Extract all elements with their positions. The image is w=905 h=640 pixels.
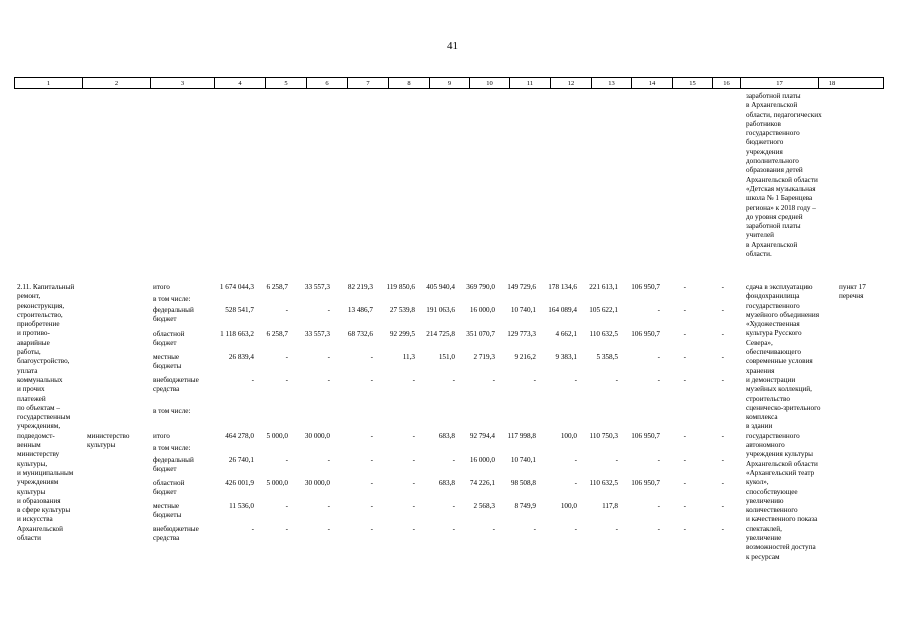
value-cell: -: [721, 525, 724, 533]
header-col-17: 17: [741, 78, 819, 88]
value-cell: 2 719,3: [473, 353, 495, 361]
value-cell: -: [251, 376, 254, 384]
value-cell: 106 950,7: [631, 432, 660, 440]
value-cell: -: [285, 525, 288, 533]
value-cell: -: [452, 502, 455, 510]
value-cell: -: [721, 376, 724, 384]
value-cell: -: [412, 502, 415, 510]
value-cell: -: [683, 376, 686, 384]
value-cell: 5 000,0: [266, 432, 288, 440]
page-number: 41: [447, 40, 458, 52]
value-cell: -: [721, 330, 724, 338]
value-cell: 26 839,4: [228, 353, 254, 361]
header-col-11: 11: [510, 78, 551, 88]
value-cell: -: [574, 456, 577, 464]
value-cell: -: [615, 456, 618, 464]
executor: министерство культуры: [87, 432, 130, 450]
value-cell: -: [370, 479, 373, 487]
value-cell: 4 662,1: [555, 330, 577, 338]
value-cell: -: [657, 376, 660, 384]
value-cell: 129 773,3: [507, 330, 536, 338]
value-cell: 117,8: [602, 502, 618, 510]
value-cell: 100,0: [560, 502, 577, 510]
value-cell: -: [721, 456, 724, 464]
header-col-1: 1: [15, 78, 83, 88]
header-col-7: 7: [348, 78, 389, 88]
header-col-5: 5: [266, 78, 307, 88]
value-cell: 117 998,8: [507, 432, 536, 440]
value-cell: 68 732,6: [347, 330, 373, 338]
value-cell: 11,3: [402, 353, 415, 361]
value-cell: 33 557,3: [304, 283, 330, 291]
row-label: местные бюджеты: [153, 353, 182, 371]
value-cell: -: [683, 456, 686, 464]
value-cell: -: [370, 376, 373, 384]
value-cell: -: [574, 376, 577, 384]
header-col-6: 6: [307, 78, 348, 88]
expected-result: сдача в эксплуатацию фондохранилища государственного музейного объединения «Художественная культура Русского Севера», обеспечивающего современные условия хранения и демонстрации музейных коллекций, строительство сценическо-зрительного комплекса в здании государственного автономного учреждения культуры Архангельской области «Архангельский театр кукол», способствующее увеличению количественного и качественного показа спектаклей, увеличение возможностей доступа к ресурсам: [746, 283, 821, 561]
value-cell: 528 541,7: [225, 306, 254, 314]
header-col-8: 8: [389, 78, 430, 88]
value-cell: -: [683, 330, 686, 338]
value-cell: 351 070,7: [466, 330, 495, 338]
value-cell: 105 622,1: [589, 306, 618, 314]
value-cell: -: [615, 525, 618, 533]
value-cell: -: [412, 376, 415, 384]
value-cell: 9 383,1: [555, 353, 577, 361]
header-col-4: 4: [215, 78, 266, 88]
header-col-15: 15: [673, 78, 713, 88]
value-cell: 214 725,8: [426, 330, 455, 338]
value-cell: 10 740,1: [510, 456, 536, 464]
value-cell: 8 749,9: [514, 502, 536, 510]
header-col-3: 3: [151, 78, 215, 88]
value-cell: -: [657, 353, 660, 361]
value-cell: 6 258,7: [266, 283, 288, 291]
header-col-10: 10: [470, 78, 510, 88]
value-cell: -: [412, 525, 415, 533]
value-cell: 191 063,6: [426, 306, 455, 314]
value-cell: 16 000,0: [469, 306, 495, 314]
value-cell: 30 000,0: [304, 432, 330, 440]
value-cell: -: [412, 456, 415, 464]
value-cell: 11 536,0: [229, 502, 254, 510]
value-cell: 1 674 044,3: [219, 283, 254, 291]
value-cell: -: [657, 456, 660, 464]
row-label: в том числе:: [153, 407, 191, 415]
value-cell: -: [452, 376, 455, 384]
value-cell: -: [492, 525, 495, 533]
value-cell: 369 790,0: [466, 283, 495, 291]
value-cell: 6 258,7: [266, 330, 288, 338]
value-cell: 683,8: [438, 479, 455, 487]
header-col-13: 13: [592, 78, 632, 88]
value-cell: 110 632,5: [589, 330, 618, 338]
value-cell: -: [683, 306, 686, 314]
value-cell: -: [683, 479, 686, 487]
value-cell: 464 278,0: [225, 432, 254, 440]
header-col-9: 9: [430, 78, 470, 88]
value-cell: 110 750,3: [589, 432, 618, 440]
plan-reference: пункт 17 перечня: [839, 283, 866, 301]
value-cell: 82 219,3: [347, 283, 373, 291]
value-cell: 106 950,7: [631, 283, 660, 291]
value-cell: 74 226,1: [469, 479, 495, 487]
row-label: итого: [153, 432, 170, 440]
value-cell: -: [327, 456, 330, 464]
value-cell: -: [574, 479, 577, 487]
row-label: областной бюджет: [153, 330, 185, 348]
value-cell: -: [327, 306, 330, 314]
value-cell: -: [285, 502, 288, 510]
value-cell: -: [370, 432, 373, 440]
row-label: внебюджетные средства: [153, 525, 199, 543]
value-cell: -: [285, 306, 288, 314]
value-cell: -: [327, 502, 330, 510]
value-cell: -: [657, 306, 660, 314]
value-cell: 16 000,0: [469, 456, 495, 464]
value-cell: 2 568,3: [473, 502, 495, 510]
value-cell: 164 089,4: [548, 306, 577, 314]
value-cell: -: [327, 376, 330, 384]
header-col-2: 2: [83, 78, 151, 88]
value-cell: -: [683, 432, 686, 440]
value-cell: 26 740,1: [228, 456, 254, 464]
value-cell: 1 118 663,2: [220, 330, 254, 338]
row-label: федеральный бюджет: [153, 306, 194, 324]
value-cell: -: [370, 456, 373, 464]
value-cell: 683,8: [438, 432, 455, 440]
value-cell: 221 613,1: [589, 283, 618, 291]
row-label: областной бюджет: [153, 479, 185, 497]
value-cell: -: [721, 432, 724, 440]
value-cell: -: [492, 376, 495, 384]
value-cell: 33 557,3: [304, 330, 330, 338]
value-cell: 13 486,7: [347, 306, 373, 314]
top-result-note: заработной платы в Архангельской области, педагогических работников государственного бюджетного учреждения дополнительного образования детей Архангельской области «Детская музыкальная школа № 1 Баренцева региона» к 2018 году – до уровня средней заработной платы учителей в Архангельской области.: [746, 92, 822, 259]
value-cell: -: [370, 525, 373, 533]
value-cell: -: [683, 283, 686, 291]
value-cell: -: [721, 306, 724, 314]
value-cell: 92 299,5: [389, 330, 415, 338]
value-cell: -: [327, 353, 330, 361]
value-cell: -: [412, 479, 415, 487]
value-cell: 178 134,6: [548, 283, 577, 291]
value-cell: -: [657, 502, 660, 510]
value-cell: 27 539,8: [389, 306, 415, 314]
value-cell: -: [533, 525, 536, 533]
value-cell: 106 950,7: [631, 479, 660, 487]
value-cell: 9 216,2: [514, 353, 536, 361]
value-cell: -: [615, 376, 618, 384]
value-cell: 5 358,5: [596, 353, 618, 361]
value-cell: -: [285, 376, 288, 384]
value-cell: 405 940,4: [426, 283, 455, 291]
table-header-row: [14, 77, 884, 89]
value-cell: -: [327, 525, 330, 533]
value-cell: 98 508,8: [510, 479, 536, 487]
item-name: 2.11. Капитальный ремонт, реконструкция, строительство, приобретение и противо- аварийные работы, благоустройство, уплата коммунальных и прочих платежей по объектам – государственным учреждениям, подведомст- венным министерству культуры, и муниципальным учреждениям культуры и образования в сфере культуры и искусства Архангельской области: [17, 283, 75, 543]
row-label: в том числе:: [153, 444, 191, 452]
value-cell: -: [683, 502, 686, 510]
value-cell: -: [412, 432, 415, 440]
value-cell: 426 001,9: [225, 479, 254, 487]
value-cell: 30 000,0: [304, 479, 330, 487]
value-cell: -: [285, 456, 288, 464]
header-col-18: 18: [828, 80, 836, 87]
value-cell: -: [721, 479, 724, 487]
value-cell: 110 632,5: [589, 479, 618, 487]
value-cell: 119 850,6: [386, 283, 415, 291]
value-cell: -: [721, 283, 724, 291]
header-col-14: 14: [632, 78, 673, 88]
value-cell: -: [370, 353, 373, 361]
value-cell: -: [452, 456, 455, 464]
row-label: внебюджетные средства: [153, 376, 199, 394]
value-cell: 5 000,0: [266, 479, 288, 487]
value-cell: 10 740,1: [510, 306, 536, 314]
value-cell: -: [721, 353, 724, 361]
value-cell: 92 794,4: [469, 432, 495, 440]
value-cell: 149 729,6: [507, 283, 536, 291]
header-col-12: 12: [551, 78, 592, 88]
row-label: в том числе:: [153, 295, 191, 303]
value-cell: -: [251, 525, 254, 533]
value-cell: -: [533, 376, 536, 384]
row-label: федеральный бюджет: [153, 456, 194, 474]
value-cell: -: [574, 525, 577, 533]
row-label: итого: [153, 283, 170, 291]
value-cell: -: [370, 502, 373, 510]
value-cell: -: [683, 525, 686, 533]
value-cell: -: [721, 502, 724, 510]
value-cell: -: [683, 353, 686, 361]
value-cell: -: [657, 525, 660, 533]
row-label: местные бюджеты: [153, 502, 182, 520]
value-cell: 106 950,7: [631, 330, 660, 338]
value-cell: 151,0: [438, 353, 455, 361]
value-cell: -: [285, 353, 288, 361]
value-cell: 100,0: [560, 432, 577, 440]
value-cell: -: [452, 525, 455, 533]
header-col-16: 16: [713, 78, 741, 88]
